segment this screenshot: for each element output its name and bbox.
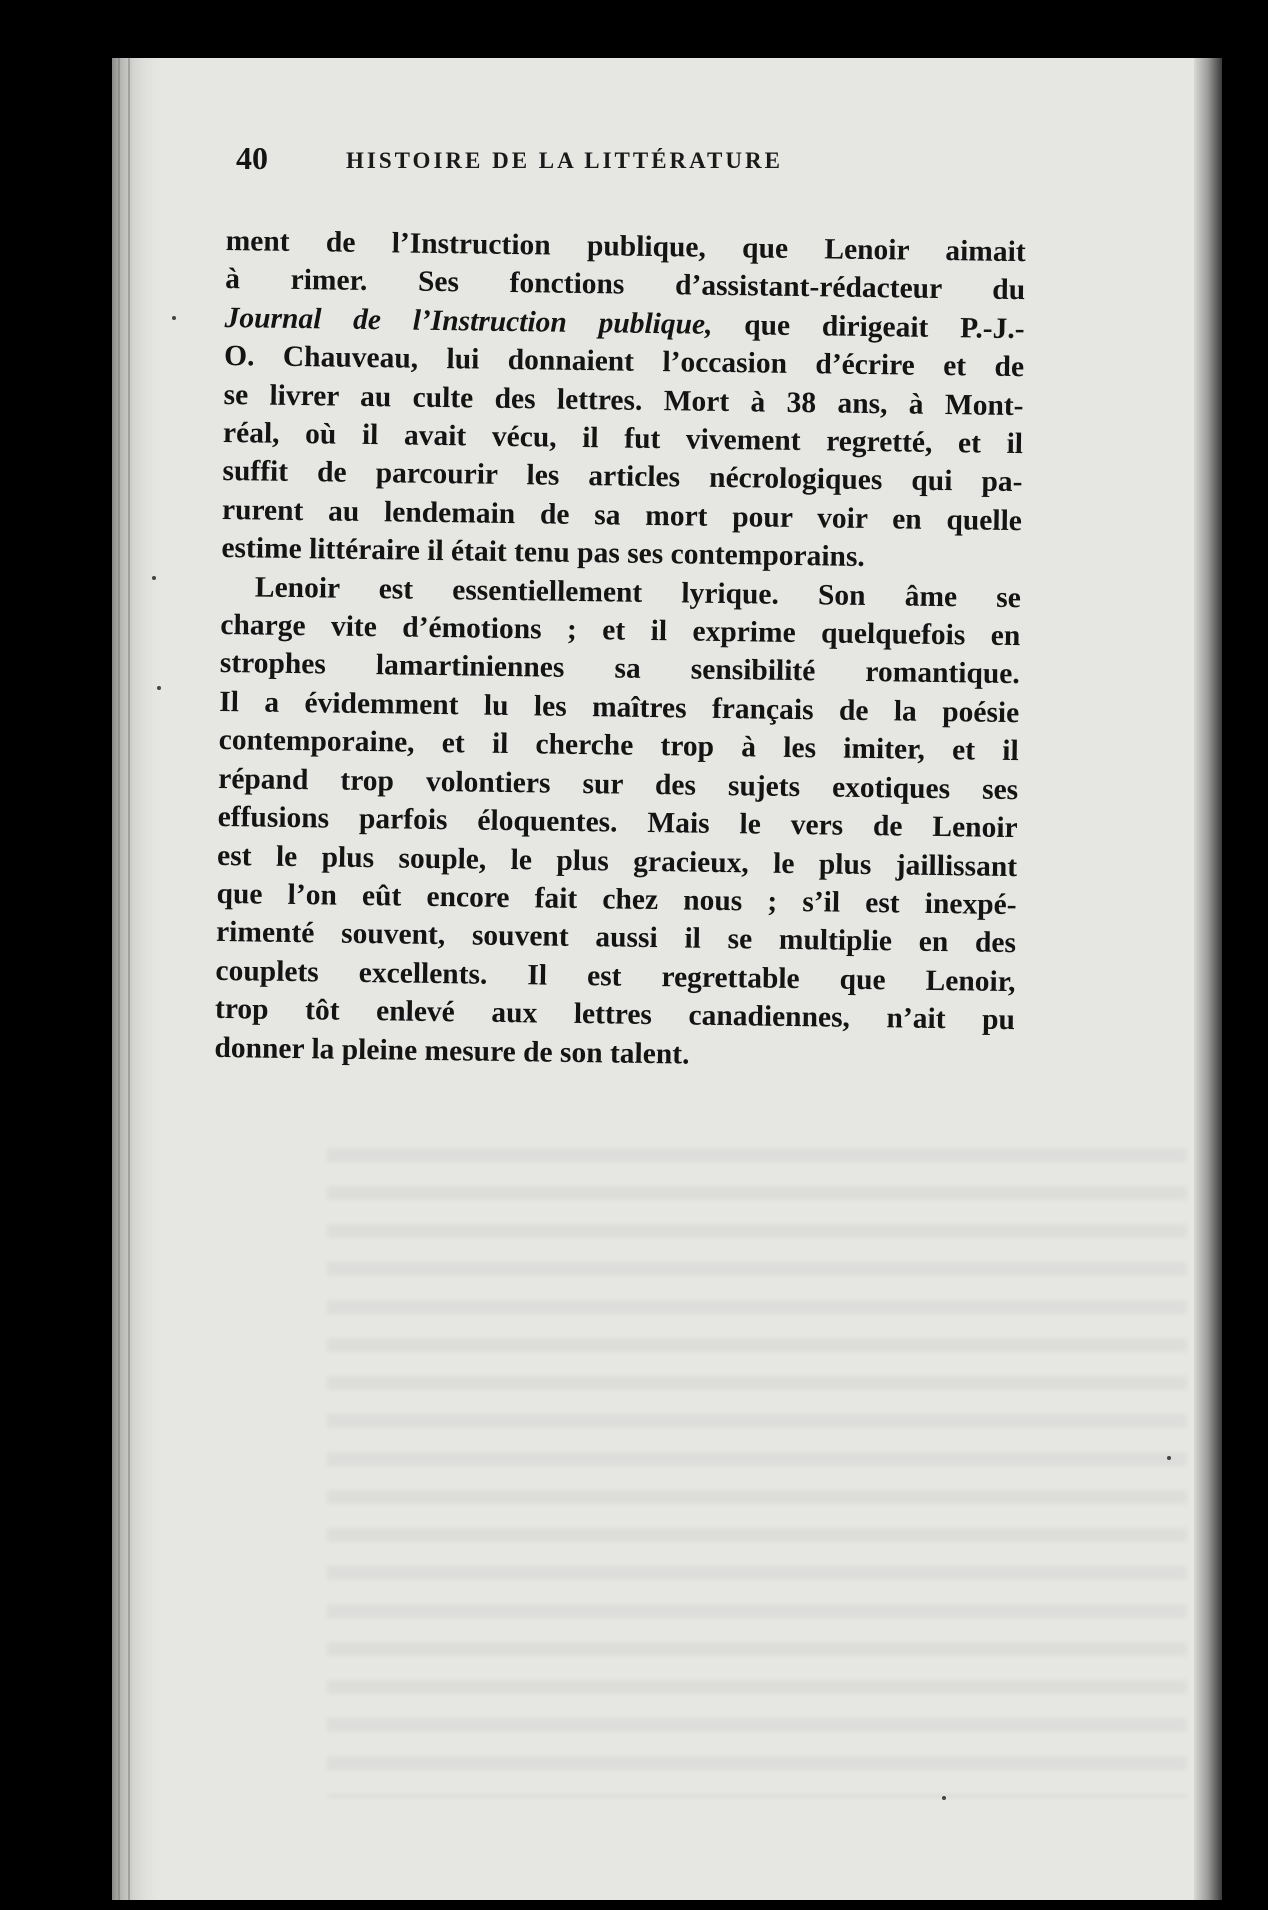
running-head: HISTOIRE DE LA LITTÉRATURE [346,148,783,173]
text-line: charge vite d’émotions ; et il exprime quelquefois en [220,609,1021,653]
text-line: trop tôt enlevé aux lettres canadiennes, n’ait pu [214,993,1016,1037]
text-line: se livrer au culte des lettres. Mort à 38 ans, à Mont- [223,378,1024,422]
text-line: Il a évidemment lu les maîtres français de la poésie [219,685,1020,729]
text-line: suffit de parcourir les articles nécrologiques qui pa- [222,455,1023,499]
text-line: répand trop volontiers sur des sujets exotiques ses [218,762,1019,806]
paper-speck [157,686,161,690]
text-line: à rimer. Ses fonctions d’assistant-rédacteur du [224,263,1026,307]
text-line: strophes lamartiniennes sa sensibilité romantique. [219,647,1020,691]
text-line: rimenté souvent, souvent aussi il se multiplie en des [215,916,1017,960]
show-through-text [327,1148,1187,1798]
paper-speck [172,316,176,320]
text-line: donner la pleine mesure de son talent. [214,1031,690,1071]
text-line: réal, où il avait vécu, il fut vivement regretté, et il [222,417,1024,461]
text-line: Lenoir est essentiellement lyrique. Son âme se [254,571,1022,614]
page-number: 40 [236,140,268,176]
text-line: que l’on eût encore fait chez nous ; s’il est inexpé- [216,877,1017,922]
text-line: rurent au lendemain de sa mort pour voir en quelle [221,493,1023,537]
binding-line [118,58,120,1900]
text-line: contemporaine, et il cherche trop à les imiter, et il [218,724,1019,768]
text-line: ment de l’Instruction publique, que Lenoir aimait [225,224,1026,269]
text-line: O. Chauveau, lui donnaient l’occasion d’écrire et de [223,340,1025,384]
journal-title: Journal de l’Instruction publique, [224,301,713,341]
text-line: estime littéraire il était tenu pas ses contemporains. [221,532,866,574]
body-text [214,222,1026,1078]
text-line: couplets excellents. Il est regrettable que Lenoir, [215,954,1016,998]
paper-speck [152,576,156,580]
page-header [236,140,1026,200]
text-line: effusions parfois éloquentes. Mais le vers de Lenoir [217,801,1018,845]
page-edge-shadow [1194,58,1222,1900]
text-line: Journal de l’Instruction publique, que dirigeait P.-J.- [224,301,1025,345]
binding-line [128,58,130,1900]
paper-speck [1167,1456,1171,1460]
text-line: est le plus souple, le plus gracieux, le plus jaillissant [216,839,1018,883]
paper-speck [942,1796,946,1800]
